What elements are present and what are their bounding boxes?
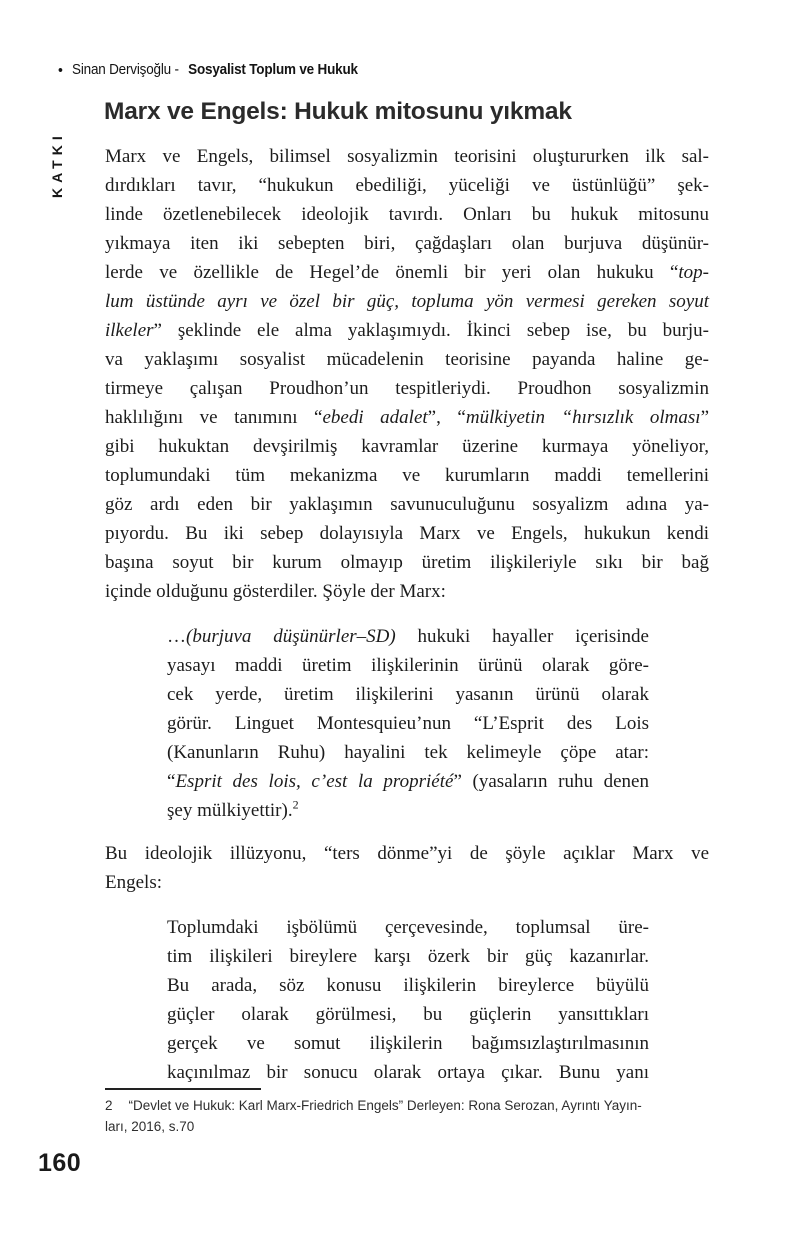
footnote: [105, 1088, 717, 1137]
footnote-line1: “Devlet ve Hukuk: Karl Marx-Friedrich Engels” Derleyen: Rona Serozan, Ayrıntı Yayın-: [128, 1098, 642, 1113]
text-line: lerde ve özellikle de Hegel’de önemli bir yeri olan hukuku “top-: [105, 262, 709, 283]
text-line: başına soyut bir kurum olmayıp üretim ilişkileriyle sıkı bir bağ: [105, 552, 709, 573]
text-line: haklılığını ve tanımını “ebedi adalet”, “mülkiyetin “hırsızlık olması”: [105, 407, 709, 428]
text-line: göz ardı eden bir yaklaşımın savunuculuğunu sosyalizm adına ya-: [105, 494, 709, 515]
section-title: Marx ve Engels: Hukuk mitosunu yıkmak: [104, 98, 572, 125]
header-book-title: Sosyalist Toplum ve Hukuk: [188, 62, 358, 78]
footnote-line2: ları, 2016, s.70: [105, 1119, 195, 1134]
text-line: lum üstünde ayrı ve özel bir güç, topluma yön vermesi gereken soyut: [105, 291, 709, 312]
text-line: “Esprit des lois, c’est la propriété” (yasaların ruhu denen: [167, 771, 649, 792]
text-line: (Kanunların Ruhu) hayalini tek kelimeyle çöpe atar:: [167, 742, 649, 763]
text-line: kaçınılmaz bir sonucu olarak ortaya çıkar. Bunu yanı: [167, 1062, 649, 1083]
running-header: [58, 62, 358, 78]
text-line: görür. Linguet Montesquieu’nun “L’Esprit des Lois: [167, 713, 649, 734]
text-line: ilkeler” şeklinde ele alma yaklaşımıydı. İkinci sebep ise, bu burju-: [105, 320, 709, 341]
text-line: Marx ve Engels, bilimsel sosyalizmin teorisini oluştururken ilk sal-: [105, 146, 709, 167]
block-quote: [167, 622, 649, 825]
text-line: gibi hukuktan devşirilmiş kavramlar üzerine kurmaya yöneliyor,: [105, 436, 709, 457]
text-line: linde özetlenebilecek ideolojik tavırdı. Onları bu hukuk mitosunu: [105, 204, 709, 225]
text-line: …(burjuva düşünürler–SD) hukuki hayaller içerisinde: [167, 626, 649, 647]
text-line: Toplumdaki işbölümü çerçevesinde, toplumsal üre-: [167, 917, 649, 938]
text-line: cek yerde, üretim ilişkilerini yasanın ürünü olarak: [167, 684, 649, 705]
body-text-column: [105, 142, 709, 1101]
text-line: tim ilişkileri bireylere karşı özerk bir güç kazanırlar.: [167, 946, 649, 967]
footnote-number: 2: [105, 1098, 113, 1113]
text-line: tirmeye çalışan Proudhon’un tespitleriydi. Proudhon sosyalizmin: [105, 378, 709, 399]
text-line: gerçek ve somut ilişkilerin bağımsızlaştırılmasının: [167, 1033, 649, 1054]
footnote-text: [105, 1095, 717, 1137]
text-line: yasayı maddi üretim ilişkilerinin ürünü olarak göre-: [167, 655, 649, 676]
text-line: va yaklaşımı sosyalist mücadelenin teorisine payanda haline ge-: [105, 349, 709, 370]
text-line: toplumundaki tüm mekanizma ve kurumların maddi temellerini: [105, 465, 709, 486]
spine-label: KATKI: [49, 131, 65, 198]
text-line: Bu ideolojik illüzyonu, “ters dönme”yi de şöyle açıklar Marx ve: [105, 843, 709, 864]
text-line: yıkmaya iten iki sebepten biri, çağdaşları olan burjuva düşünür-: [105, 233, 709, 254]
text-line: şey mülkiyettir).$^2$: [167, 797, 299, 821]
text-line: pıyordu. Bu iki sebep dolayısıyla Marx ve Engels, hukukun kendi: [105, 523, 709, 544]
text-line: Engels:: [105, 872, 162, 893]
page-number: 160: [38, 1149, 82, 1177]
footnote-rule: [105, 1088, 261, 1090]
body-paragraph: [105, 142, 709, 606]
header-author: Sinan Dervişoğlu -: [72, 62, 179, 78]
text-line: dırdıkları tavır, “hukukun ebediliği, yüceliği ve üstünlüğü” şek-: [105, 175, 709, 196]
bullet-icon: •: [58, 61, 63, 79]
text-line: güçler olarak görülmesi, bu güçlerin yansıttıkları: [167, 1004, 649, 1025]
text-line: içinde olduğunu gösterdiler. Şöyle der Marx:: [105, 581, 446, 602]
body-paragraph: [105, 839, 709, 897]
text-line: Bu arada, söz konusu ilişkilerin bireylerce büyülü: [167, 975, 649, 996]
block-quote: [167, 913, 649, 1087]
